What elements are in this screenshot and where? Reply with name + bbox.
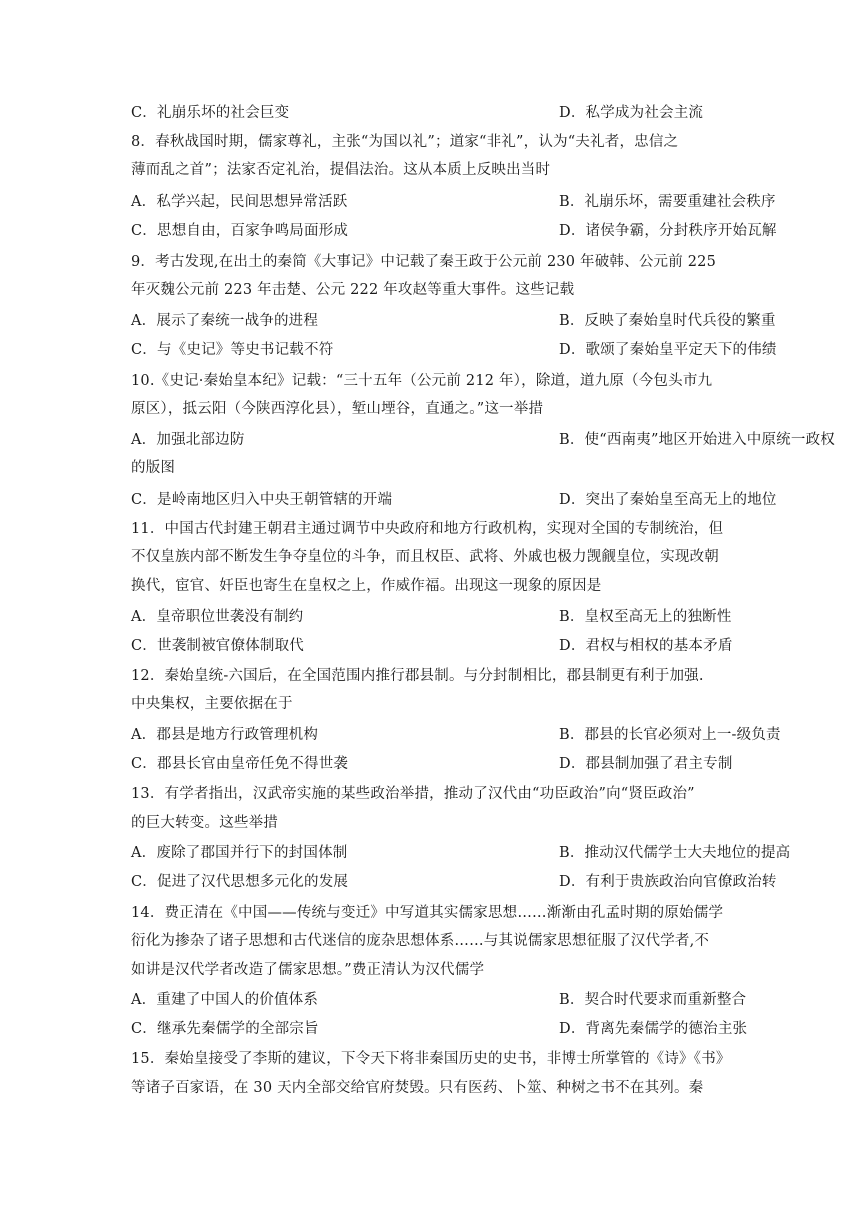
q12-option-row-1 xyxy=(131,725,781,745)
q9-option-a: A．展示了秦统一战争的进程 xyxy=(131,313,319,329)
q9-option-row-2 xyxy=(131,340,777,360)
q8-option-row-1 xyxy=(131,192,776,212)
q11-stem-line-3: 换代，宦官、奸臣也寄生在皇权之上，作威作福。出现这一现象的原因是 xyxy=(131,578,602,594)
q10-option-b: B．使“西南夷”地区开始进入中原统一政权 xyxy=(559,432,835,448)
q7-option-row xyxy=(131,103,704,123)
q11-option-row-2 xyxy=(131,636,733,656)
q9-option-b: B．反映了秦始皇时代兵役的繁重 xyxy=(559,313,776,329)
q12-option-c: C．郡县长官由皇帝任免不得世袭 xyxy=(131,756,349,772)
q14-stem-line-2: 衍化为掺杂了诸子思想和古代迷信的庞杂思想体系……与其说儒家思想征服了汉代学者,不 xyxy=(131,933,710,949)
q13-option-c: C．促进了汉代思想多元化的发展 xyxy=(131,874,349,890)
q8-stem-line-2: 薄而乱之首”；法家否定礼治，提倡法治。这从本质上反映出当时 xyxy=(131,162,551,178)
q10-stem-line-1: 10.《史记·秦始皇本纪》记载：“三十五年（公元前 212 年），除道，道九原（今包头市九 xyxy=(131,373,713,389)
q9-option-d: D．歌颂了秦始皇平定天下的伟绩 xyxy=(559,342,777,358)
q12-stem-line-1: 12．秦始皇统-六国后，在全国范围内推行郡县制。与分封制相比，郡县制更有利于加强. xyxy=(131,668,704,684)
q14-option-row-1 xyxy=(131,990,747,1010)
q11-option-row-1 xyxy=(131,607,732,627)
q10-option-c: C．是岭南地区归入中央王朝管辖的开端 xyxy=(131,492,393,508)
q12-option-b: B．郡县的长官必须对上一-级负责 xyxy=(559,727,781,743)
q8-option-c: C．思想自由，百家争鸣局面形成 xyxy=(131,223,349,239)
q8-option-a: A．私学兴起，民间思想异常活跃 xyxy=(131,194,348,210)
q9-stem-line-1: 9．考古发现,在出土的秦简《大事记》中记载了秦王政于公元前 230 年破韩、公元前 225 xyxy=(131,254,717,270)
q10-option-a: A．加强北部边防 xyxy=(131,432,245,448)
q10-option-d: D．突出了秦始皇至高无上的地位 xyxy=(559,492,777,508)
q13-option-d: D．有利于贵族政治向官僚政治转 xyxy=(559,874,777,890)
q9-option-row-1 xyxy=(131,311,776,331)
q15-stem-line-2: 等诸子百家语，在 30 天内全部交给官府焚毁。只有医药、卜筮、种树之书不在其列。秦 xyxy=(131,1080,704,1096)
q8-stem-line-1: 8．春秋战国时期，儒家尊礼，主张“为国以礼”；道家“非礼”，认为“夫礼者，忠信之 xyxy=(131,134,679,150)
q13-option-b: B．推动汉代儒学士大夫地位的提高 xyxy=(559,845,791,861)
q8-option-row-2 xyxy=(131,221,777,241)
q14-option-row-2 xyxy=(131,1019,748,1039)
q10-option-row-2 xyxy=(131,490,777,510)
q10-option-b-continuation: 的版图 xyxy=(131,460,176,476)
q7-option-d: D．私学成为社会主流 xyxy=(559,105,704,121)
q10-option-row-1 xyxy=(131,430,835,450)
q8-option-d: D．诸侯争霸，分封秩序开始瓦解 xyxy=(559,223,777,239)
q13-option-row-2 xyxy=(131,872,777,892)
q12-option-d: D．郡县制加强了君主专制 xyxy=(559,756,733,772)
q12-option-row-2 xyxy=(131,754,733,774)
q12-option-a: A．郡县是地方行政管理机构 xyxy=(131,727,319,743)
q11-option-d: D．君权与相权的基本矛盾 xyxy=(559,638,733,654)
q12-stem-line-2: 中央集权，主要依据在于 xyxy=(131,696,293,712)
q7-option-c: C．礼崩乐坏的社会巨变 xyxy=(131,105,290,121)
q11-option-c: C．世袭制被官僚体制取代 xyxy=(131,638,304,654)
q8-option-b: B．礼崩乐坏，需要重建社会秩序 xyxy=(559,194,776,210)
q11-stem-line-2: 不仅皇族内部不断发生争夺皇位的斗争，而且权臣、武将、外戚也极力觊觎皇位，实现改朝 xyxy=(131,549,719,565)
q14-option-d: D．背离先秦儒学的德治主张 xyxy=(559,1021,748,1037)
q14-option-b: B．契合时代要求而重新整合 xyxy=(559,992,747,1008)
q14-option-c: C．继承先秦儒学的全部宗旨 xyxy=(131,1021,319,1037)
q13-stem-line-2: 的巨大转变。这些举措 xyxy=(131,815,278,831)
q11-stem-line-1: 11．中国古代封建王朝君主通过调节中央政府和地方行政机构，实现对全国的专制统治，但 xyxy=(131,521,724,537)
q9-stem-line-2: 年灭魏公元前 223 年击楚、公元 222 年攻赵等重大事件。这些记载 xyxy=(131,282,575,298)
q11-option-a: A．皇帝职位世袭没有制约 xyxy=(131,609,304,625)
q14-option-a: A．重建了中国人的价值体系 xyxy=(131,992,319,1008)
q13-option-a: A．废除了郡国并行下的封国体制 xyxy=(131,845,348,861)
q13-option-row-1 xyxy=(131,843,791,863)
q14-stem-line-1: 14．费正清在《中国——传统与变迁》中写道其实儒家思想……渐渐由孔孟时期的原始儒学 xyxy=(131,905,724,921)
q14-stem-line-3: 如讲是汉代学者改造了儒家思想。”费正清认为汉代儒学 xyxy=(131,962,485,978)
q9-option-c: C．与《史记》等史书记载不符 xyxy=(131,342,334,358)
q10-stem-line-2: 原区），抵云阳（今陕西淳化县），堑山堙谷，直通之。”这一举措 xyxy=(131,401,544,417)
q13-stem-line-1: 13．有学者指出，汉武帝实施的某些政治举措，推动了汉代由“功臣政治”向“贤臣政治” xyxy=(131,786,695,802)
q11-option-b: B．皇权至高无上的独断性 xyxy=(559,609,732,625)
q15-stem-line-1: 15．秦始皇接受了李斯的建议，下令天下将非秦国历史的史书，非博士所掌管的《诗》《书》 xyxy=(131,1051,731,1067)
